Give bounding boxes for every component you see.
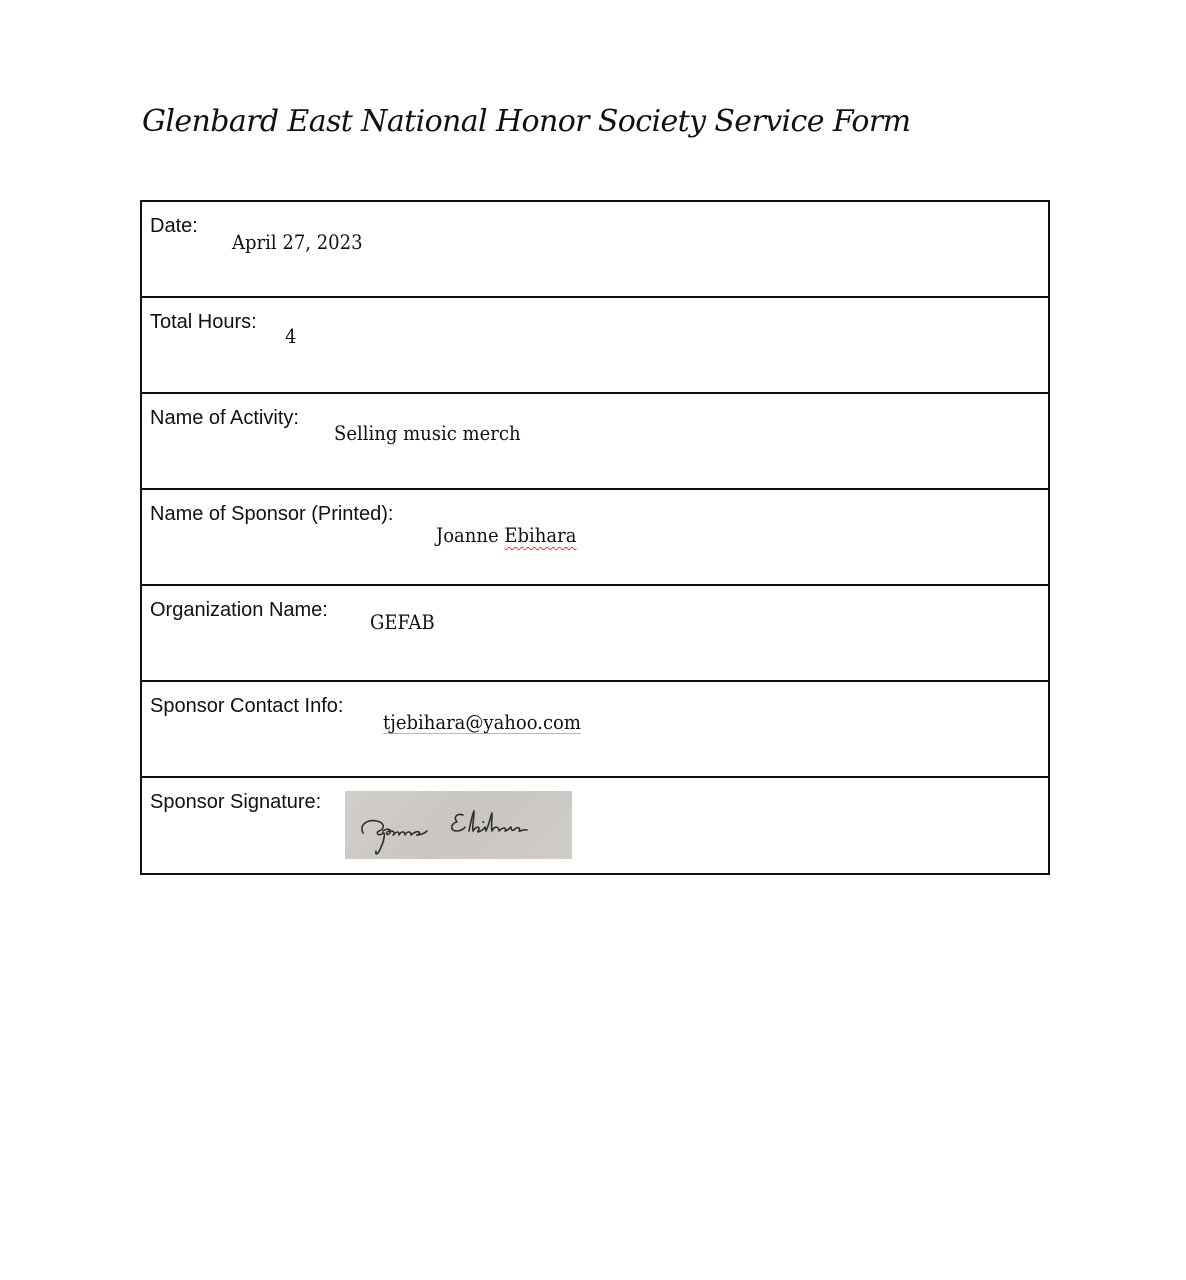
activity-row	[142, 394, 1048, 490]
organization-row	[142, 586, 1048, 682]
sponsor-first-name: Joanne	[436, 523, 499, 547]
activity-value: Selling music merch	[334, 421, 521, 445]
organization-label: Organization Name:	[150, 599, 328, 621]
contact-label: Sponsor Contact Info:	[150, 695, 344, 717]
total-hours-label: Total Hours:	[150, 311, 257, 333]
total-hours-value: 4	[285, 324, 297, 348]
service-form-table	[140, 200, 1050, 875]
total-hours-row	[142, 298, 1048, 394]
date-label: Date:	[150, 215, 198, 237]
sponsor-signature-image	[345, 791, 572, 859]
sponsor-printed-value	[436, 523, 576, 547]
signature-label: Sponsor Signature:	[150, 791, 322, 813]
form-title: Glenbard East National Honor Society Service Form	[142, 104, 911, 139]
signature-row	[142, 778, 1048, 873]
sponsor-printed-row	[142, 490, 1048, 586]
contact-email-value: tjebihara@yahoo.com	[383, 710, 581, 734]
sponsor-last-name: Ebihara	[504, 523, 577, 547]
organization-value: GEFAB	[370, 610, 435, 634]
sponsor-printed-label: Name of Sponsor (Printed):	[150, 503, 394, 525]
date-row	[142, 202, 1048, 298]
date-value: April 27, 2023	[232, 230, 363, 254]
activity-label: Name of Activity:	[150, 407, 299, 429]
handwritten-signature-icon	[345, 791, 572, 859]
contact-row	[142, 682, 1048, 778]
